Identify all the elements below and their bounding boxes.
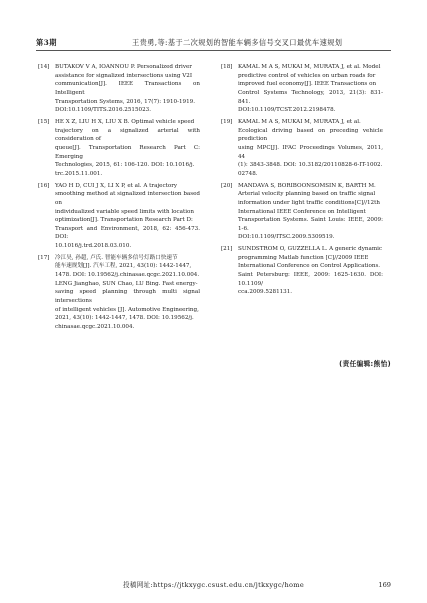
reference-line: communication[J]. IEEE Transactions on Intelligent	[55, 81, 200, 96]
page-header	[36, 36, 391, 51]
reference-line: International IEEE Conference on Intelligent	[238, 208, 366, 215]
reference-line: trajectory on a signalized arterial with consideration of	[55, 127, 200, 143]
reference-line: trc.2015.11.001.	[55, 170, 103, 177]
reference-item	[221, 63, 383, 115]
reference-line: DOI:10.1109/TCST.2012.2198478.	[238, 107, 336, 114]
reference-number: [14]	[38, 64, 50, 70]
reference-line: (1): 3843-3848. DOI: 10.3182/20110828-6-IT-1002.	[238, 162, 383, 169]
page-footer	[36, 580, 391, 590]
reference-line: BUTAKOV V A, IOANNOU P. Personalized driver	[55, 64, 192, 70]
reference-number: [19]	[221, 118, 233, 125]
reference-item	[38, 118, 200, 179]
reference-line: HE X Z, LIU H X, LIU X B. Optimal vehicle speed	[55, 118, 195, 125]
page-number: 169	[378, 581, 391, 589]
reference-line: International Conference on Control Applications.	[238, 263, 381, 270]
reference-line: assistance for signalized intersections using V2I	[55, 72, 193, 79]
reference-line: MANDAVA S, BORIBOONSOMSIN K, BARTH M.	[238, 182, 376, 189]
reference-line: DOI:10.1109/TITS.2016.2515023.	[55, 107, 151, 114]
reference-line: individualized variable speed limits with location	[55, 208, 195, 215]
submission-url: 投稿网址:https://jtkxygc.csust.edu.cn/jtkxygc/home	[122, 581, 305, 589]
reference-line: 2021, 43(10): 1442-1447, 1478. DOI: 10.19562/j.	[55, 315, 194, 322]
reference-line: Ecological driving based on preceding vehicle prediction	[238, 127, 383, 143]
reference-item	[221, 245, 383, 297]
reference-line: Transportation Systems, 2016, 17(7): 1910-1919.	[55, 98, 195, 105]
reference-number: [16]	[38, 182, 50, 189]
reference-line: Saint Petersburg: IEEE, 2009: 1625-1630. DOI: 10.1109/	[238, 272, 383, 287]
reference-line: DOI:10.1109/ITSC.2009.5309519.	[238, 234, 335, 241]
reference-line: saving speed planning through multi signal intersections	[55, 289, 200, 305]
reference-line: 02748.	[238, 170, 258, 177]
reference-line: YAO H D, CUI J X, LI X P, et al. A trajectory	[55, 182, 178, 189]
reference-line: SUNDSTROM O, GUZZELLA L. A generic dynamic	[238, 246, 383, 253]
reference-line: chinasae.qcgc.2021.10.004.	[55, 324, 135, 331]
reference-line: optimization[J]. Transportation Research Part D:	[55, 217, 193, 224]
reference-line: predictive control of vehicles on urban roads for	[238, 72, 376, 79]
reference-line: KAMAL M A S, MUKAI M, MURATA J, et al.	[238, 118, 361, 125]
reference-item	[38, 182, 200, 251]
responsible-editor: (责任编辑:熊怡)	[339, 360, 391, 368]
reference-line: LENG Jianghao, SUN Chao, LU Bing. Fast energy-	[55, 280, 198, 287]
running-title: 王贵勇,等:基于二次规划的智能车辆多信号交叉口最优车速规划	[132, 38, 343, 47]
reference-line: Control Systems Technology, 2013, 21(3): 831-841.	[238, 89, 383, 105]
reference-number: [20]	[221, 182, 233, 189]
reference-line: using MPC[J]. IFAC Proceedings Volumes, 2011, 44	[238, 144, 383, 160]
reference-line: 1478. DOI: 10.19562/j.chinasae.qcgc.2021.10.004.	[55, 272, 200, 279]
reference-item	[38, 254, 200, 332]
reference-line: Transport and Environment, 2018, 62: 456-473. DOI:	[55, 225, 200, 241]
reference-item	[221, 118, 383, 179]
reference-line: Transportation Systems. Saint Louis: IEEE, 2009: 1-6.	[238, 217, 383, 232]
reference-item	[38, 63, 200, 115]
reference-number: [17]	[38, 254, 50, 261]
reference-line: cca.2009.5281131.	[238, 289, 293, 296]
reference-line: Arterial velocity planning based on traffic signal	[238, 191, 376, 198]
reference-line: programming Matlab function [C]//2009 IEEE	[238, 254, 369, 261]
reference-item	[221, 182, 383, 243]
reference-line: 10.1016/j.trd.2018.03.010.	[55, 243, 132, 250]
reference-line: smoothing method at signalized intersection based on	[55, 191, 200, 206]
reference-number: [18]	[221, 64, 233, 70]
reference-line: KAMAL M A S, MUKAI M, MURATA J, et al. Model	[238, 64, 381, 70]
reference-line: of intelligent vehicles [J]. Automotive Engineering,	[55, 306, 199, 313]
reference-line: 冷江昊, 孙超, 卢氏. 智能车辆多信号灯路口快速节	[55, 254, 178, 261]
reference-number: [21]	[221, 246, 233, 253]
reference-line: queue[J]. Transportation Research Part C: Emerging	[55, 144, 200, 160]
reference-column-left	[38, 63, 200, 335]
reference-number: [15]	[38, 118, 50, 125]
reference-line: 能车速规划[J]. 汽车工程, 2021, 43(10): 1442-1447,	[55, 263, 192, 270]
issue-label: 第3期	[36, 38, 57, 47]
reference-line: information under light traffic conditions[C]//12th	[238, 199, 380, 206]
reference-column-right	[221, 63, 383, 300]
reference-line: improved fuel economy[J]. IEEE Transactions on	[238, 81, 377, 88]
reference-line: Technologies, 2015, 61: 106-120. DOI: 10.1016/j.	[55, 162, 195, 169]
